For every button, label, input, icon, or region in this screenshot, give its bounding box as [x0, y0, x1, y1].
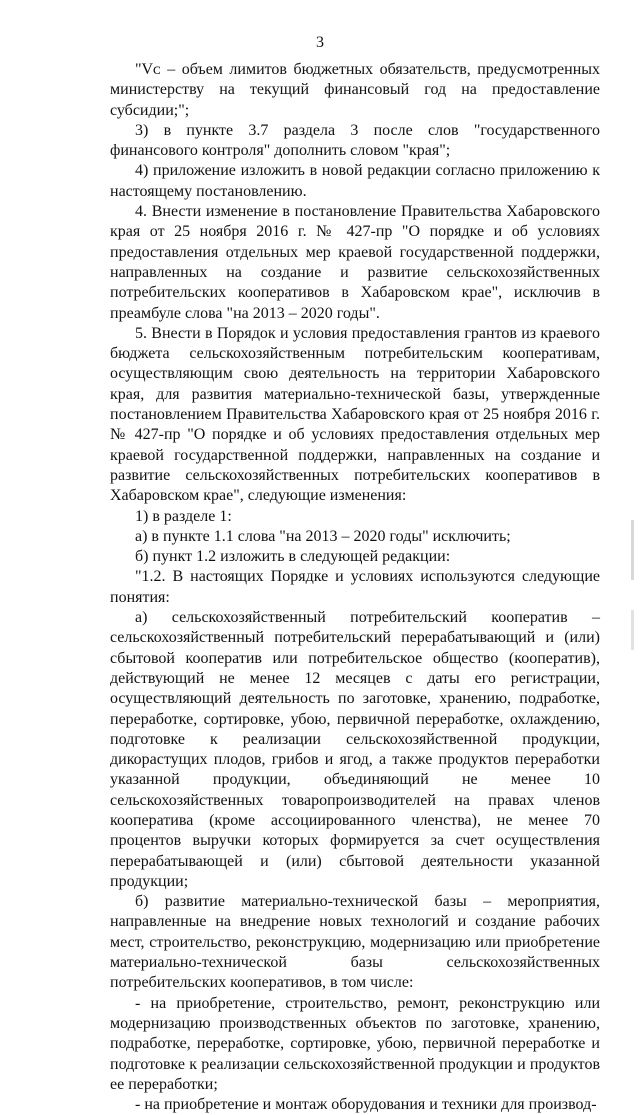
scan-edge-mark [631, 610, 634, 650]
paragraph-subitem-a: а) в пункте 1.1 слова "на 2013 – 2020 годы" исключить; [135, 527, 511, 545]
scan-edge-mark [631, 520, 634, 580]
document-body [110, 60, 600, 1115]
paragraph-definition-cooperative: а) сельскохозяйственный потребительский кооператив – сельскохозяйственный потребительский перерабатывающий и (или) сбытовой кооператив или потребительское общество (кооператив), действующий не менее 12 месяцев с даты его регистрации, осуществляющий деятельность по заготовке, хранению, подработке, переработке, сортировке, убою, первичной переработке, охлаждению, подготовке к реализации сельскохозяйственной продукции, дикорастущих плодов, грибов и ягод, а также продуктов переработки указанной продукции, объединяющий не менее 10 сельскохозяйственных товаропроизводителей на правах членов кооператива (кроме ассоциированного членства), не менее 70 процентов выручки которых формируется за счет осуществления перерабатывающей и (или) сбытовой деятельности указанной продукции; [110, 609, 600, 890]
paragraph-subitem-b: б) пункт 1.2 изложить в следующей редакции: [135, 548, 451, 566]
paragraph-bullet-acquisition: - на приобретение, строительство, ремонт, реконструкцию или модернизацию производственных объектов по заготовке, хранению, подработке, переработке, сортировке, убою, первичной переработке и подготовке к реализации сельскохозяйственной продукции и продуктов ее переработки; [110, 994, 600, 1093]
paragraph-vc-definition: "Vᴄ – объем лимитов бюджетных обязательств, предусмотренных министерству на текущий финансовый год на предоставление субсидии;"; [110, 61, 600, 119]
paragraph-section-5: 5. Внести в Порядок и условия предоставления грантов из краевого бюджета сельскохозяйственным потребительским кооперативам, осуществляющим свою деятельность на территории Хабаровского края, для развития материально-технической базы, утвержденные постановлением Правительства Хабаровского края от 25 ноября 2016 г. № 427-пр "О порядке и об условиях предоставления отдельных мер краевой государственной поддержки, направленных на создание и развитие сельскохозяйственных потребительских кооперативов в Хабаровском крае", следующие изменения: [110, 324, 600, 505]
paragraph-item-4: 4) приложение изложить в новой редакции согласно приложению к настоящему постановлению. [110, 162, 600, 200]
paragraph-item-1-2: "1.2. В настоящих Порядке и условиях используются следующие понятия: [110, 568, 600, 606]
page-number: 3 [316, 34, 324, 51]
paragraph-section-1-heading: 1) в разделе 1: [135, 507, 232, 525]
paragraph-bullet-equipment: - на приобретение и монтаж оборудования и техники для производ- [135, 1096, 597, 1114]
paragraph-item-3: 3) в пункте 3.7 раздела 3 после слов "государственного финансового контроля" дополнить словом "края"; [110, 121, 600, 160]
paragraph-section-4: 4. Внести изменение в постановление Правительства Хабаровского края от 25 ноября 2016 г. № 427-пр "О порядке и об условиях предоставления отдельных мер краевой государственной поддержки, направленных на создание и развитие сельскохозяйственных потребительских кооперативов в Хабаровском крае", исключив в преамбуле слова "на 2013 – 2020 годы". [110, 203, 600, 322]
paragraph-definition-development: б) развитие материально-технической базы – мероприятия, направленные на внедрение новых технологий и создание рабочих мест, строительство, реконструкцию, модернизацию или приобретение материально-технической базы сельскохозяйственных потребительских кооперативов, в том числе: [110, 893, 600, 992]
